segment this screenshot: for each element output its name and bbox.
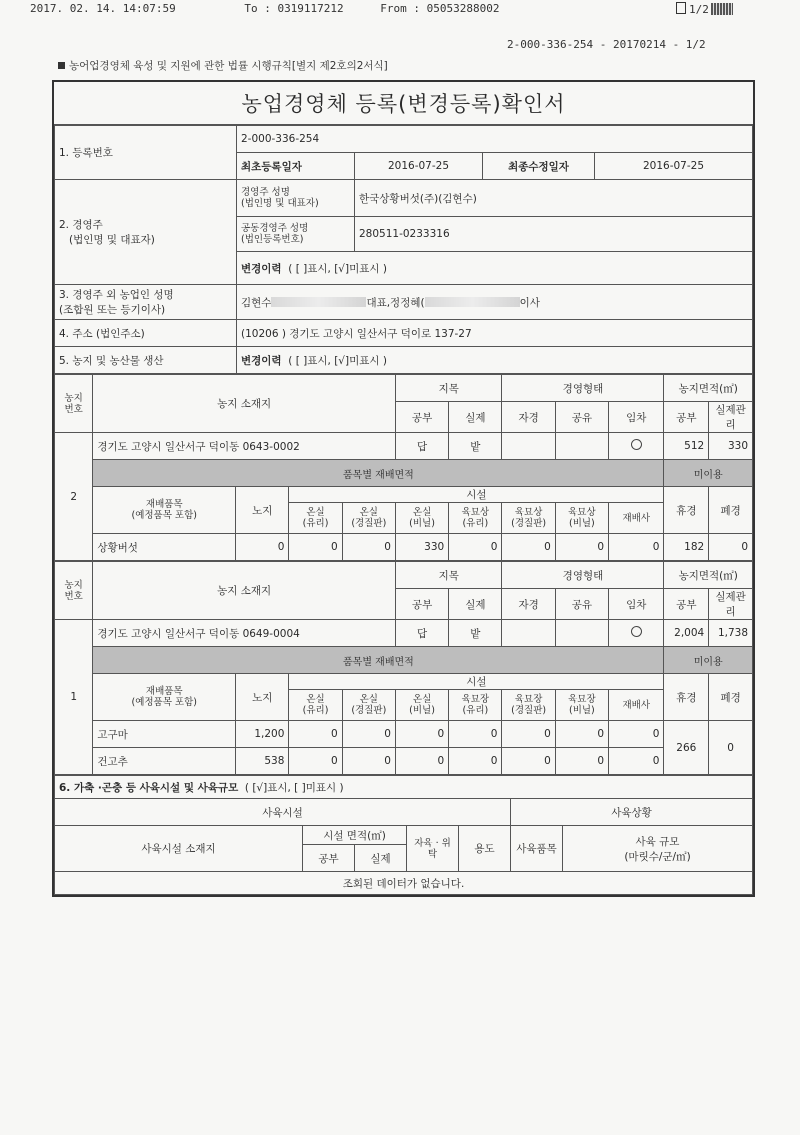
f1-header — [289, 690, 342, 721]
f6-header — [555, 503, 608, 534]
facility-header: 시설 — [289, 674, 664, 690]
coowner-label-line1: 공동경영주 성명 — [241, 223, 309, 234]
fax-from: From : 05053288002 — [380, 2, 500, 15]
coowner-label — [237, 217, 355, 252]
facility-group-header: 사육시설 — [55, 799, 511, 826]
land-no-header-1: 농지 — [64, 392, 83, 404]
first-date-label: 최초등록일자 — [237, 153, 355, 180]
form-title: 농업경영체 등록(변경등록)확인서 — [54, 82, 753, 125]
f4-header — [449, 690, 502, 721]
f4-header-2: (유리) — [462, 705, 489, 716]
f4-header — [449, 503, 502, 534]
last-date: 2016-07-25 — [595, 153, 753, 180]
s4-label: 4. 주소 (법인주소) — [55, 320, 237, 347]
crop-noji: 538 — [236, 748, 289, 775]
sections-1-5 — [54, 125, 753, 374]
form-reference-text: 농어업경영체 육성 및 지원에 관한 법률 시행규칙[별지 제2호의2서식] — [69, 60, 388, 72]
f6-header-2: (비닐) — [568, 518, 595, 529]
fax-header — [30, 2, 500, 15]
imcha-cell — [609, 620, 664, 647]
jimok-gongbu: 답 — [395, 433, 448, 460]
crop-f5: 0 — [502, 534, 555, 561]
hyu-header: 휴경 — [664, 487, 709, 534]
f2-header — [342, 503, 395, 534]
owner-name-label-line2: (법인명 및 대표자) — [241, 198, 319, 209]
location-header: 농지 소재지 — [93, 375, 396, 433]
owner-name-label-line1: 경영주 성명 — [241, 187, 290, 198]
document-number: 2-000-336-254 - 20170214 - 1/2 — [507, 38, 706, 51]
crop-f5: 0 — [502, 721, 555, 748]
jimok-silje: 밭 — [449, 433, 502, 460]
first-date: 2016-07-25 — [355, 153, 483, 180]
no-data-message: 조회된 데이터가 없습니다. — [55, 872, 753, 895]
noji-header: 노지 — [236, 487, 289, 534]
land-no: 2 — [55, 433, 93, 561]
f6-header — [555, 690, 608, 721]
crop-f6: 0 — [555, 748, 608, 775]
f2-header-2: (경질판) — [351, 705, 387, 716]
s1-label: 1. 등록번호 — [55, 126, 237, 180]
f1-header — [289, 503, 342, 534]
crop-hyu: 266 — [664, 721, 709, 775]
crop-f4: 0 — [449, 721, 502, 748]
crop-f1: 0 — [289, 534, 342, 561]
gongyu-header: 공유 — [555, 589, 608, 620]
jagyeong-cell — [502, 433, 555, 460]
square-bullet-icon — [58, 62, 65, 69]
f7-header: 재배사 — [609, 503, 664, 534]
land-no-header-2: 번호 — [64, 590, 83, 602]
corp-reg-number: 280511-0233316 — [355, 217, 753, 252]
owner-name-label — [237, 180, 355, 217]
crop-f3: 0 — [395, 748, 448, 775]
noji-header: 노지 — [236, 674, 289, 721]
status-group-header: 사육상황 — [511, 799, 753, 826]
s6-header — [55, 776, 753, 799]
crop-f7: 0 — [609, 748, 664, 775]
crop-name: 상황버섯 — [93, 534, 236, 561]
land-block-1 — [54, 561, 753, 775]
area-silje-header: 실제관리 — [709, 402, 753, 433]
f1-header-2: (유리) — [302, 518, 329, 529]
f1-header-1: 온실 — [306, 507, 325, 518]
area-silje: 1,738 — [709, 620, 753, 647]
jagyeong-cell — [502, 620, 555, 647]
f6-header-2: (비닐) — [568, 705, 595, 716]
s6-label: 6. 가축 ·곤충 등 사육시설 및 사육규모 — [59, 781, 239, 794]
form-reference — [58, 58, 388, 73]
f4-header-1: 육묘장 — [461, 694, 490, 705]
s2-label-line2: (법인명 및 대표자) — [69, 234, 155, 246]
fax-page-number: 1/2 — [689, 3, 709, 16]
land-no: 1 — [55, 620, 93, 775]
f5-header-1: 육묘장 — [514, 694, 543, 705]
crop-area-band: 품목별 재배면적 — [93, 647, 664, 674]
section-6 — [54, 775, 753, 895]
crop-f1: 0 — [289, 721, 342, 748]
jagyeong-header: 자경 — [502, 402, 555, 433]
crop-item-header-1: 재배품목 — [145, 499, 183, 510]
imcha-header: 임차 — [609, 589, 664, 620]
jimok-silje-header: 실제 — [449, 589, 502, 620]
crop-f3: 0 — [395, 721, 448, 748]
f7-header: 재배사 — [609, 690, 664, 721]
imcha-cell — [609, 433, 664, 460]
farmers — [237, 285, 753, 320]
land-no-header — [55, 375, 93, 433]
f2-header-2: (경질판) — [351, 518, 387, 529]
crop-f4: 0 — [449, 534, 502, 561]
crop-item-header — [93, 487, 236, 534]
jimok-silje-header: 실제 — [449, 402, 502, 433]
owner-name: 한국상황버섯(주)(김현수) — [355, 180, 753, 217]
crop-item-header-1: 재배품목 — [145, 686, 183, 697]
farmer-name: 김현수 — [241, 296, 272, 309]
f2-header-1: 온실 — [359, 507, 378, 518]
f3-header — [395, 690, 448, 721]
gongyu-header: 공유 — [555, 402, 608, 433]
crop-f2: 0 — [342, 534, 395, 561]
facility-location-header: 사육시설 소재지 — [55, 826, 303, 872]
area-header: 농지면적(㎡) — [664, 375, 753, 402]
jimok-gongbu: 답 — [395, 620, 448, 647]
crop-item-header — [93, 674, 236, 721]
fax-to: To : 0319117212 — [244, 2, 344, 15]
f3-header-1: 온실 — [412, 694, 432, 705]
fax-datetime: 2017. 02. 14. 14:07:59 — [30, 2, 176, 15]
hyu-header: 휴경 — [664, 674, 709, 721]
pye-header: 폐경 — [709, 674, 753, 721]
f4-header-1: 육묘상 — [461, 507, 490, 518]
area-header: 농지면적(㎡) — [664, 562, 753, 589]
barcode-icon — [711, 3, 733, 15]
area-gongbu-header: 공부 — [664, 402, 709, 433]
gongyu-cell — [555, 433, 608, 460]
gongyu-cell — [555, 620, 608, 647]
scale-header-1: 사육 규모 — [635, 835, 680, 848]
f1-header-2: (유리) — [302, 705, 329, 716]
f5-header-2: (경질판) — [511, 705, 547, 716]
crop-f6: 0 — [555, 534, 608, 561]
crop-f2: 0 — [342, 748, 395, 775]
circle-mark-icon — [631, 626, 642, 637]
certificate-form — [52, 80, 755, 897]
facility-area-header: 시설 면적(㎡) — [303, 826, 407, 845]
crop-f5: 0 — [502, 748, 555, 775]
crop-pye: 0 — [709, 534, 753, 561]
f5-header-1: 육묘상 — [514, 507, 543, 518]
redacted-block — [271, 297, 366, 307]
f6-header-1: 육묘장 — [568, 694, 596, 705]
crop-f7: 0 — [609, 534, 664, 561]
crop-f6: 0 — [555, 721, 608, 748]
crop-f3: 330 — [395, 534, 448, 561]
area-gongbu: 512 — [664, 433, 709, 460]
crop-name: 고구마 — [93, 721, 236, 748]
unused-band: 미이용 — [664, 647, 753, 674]
mgmt-header: 경영형태 — [502, 375, 664, 402]
s3-label-line1: 3. 경영주 외 농업인 성명 — [59, 289, 174, 301]
crop-noji: 1,200 — [236, 721, 289, 748]
title-table — [54, 82, 753, 125]
f5-header-2: (경질판) — [511, 518, 547, 529]
f1-header-1: 온실 — [306, 694, 325, 705]
facility-header: 시설 — [289, 487, 664, 503]
coowner-label-line2: (법인등록번호) — [241, 234, 304, 245]
crop-f4: 0 — [449, 748, 502, 775]
crop-pye: 0 — [709, 721, 753, 775]
area-silje-header: 실제관리 — [709, 589, 753, 620]
f3-header-2: (비닐) — [409, 518, 435, 529]
crop-f7: 0 — [609, 721, 664, 748]
crop-hyu: 182 — [664, 534, 709, 561]
facility-gongbu-header: 공부 — [303, 845, 355, 872]
f3-header-2: (비닐) — [409, 705, 435, 716]
crop-f1: 0 — [289, 748, 342, 775]
f5-header — [502, 690, 555, 721]
area-gongbu-header: 공부 — [664, 589, 709, 620]
s3-label-line2: (조합원 또는 등기이사) — [59, 304, 166, 316]
crop-noji: 0 — [236, 534, 289, 561]
imcha-header: 임차 — [609, 402, 664, 433]
farmer-role: 대표,정정혜( — [366, 296, 425, 309]
crop-item-header-2: (예정품목 포함) — [131, 697, 197, 708]
s5-change-history — [237, 347, 753, 374]
s5-label: 5. 농지 및 농산물 생산 — [55, 347, 237, 374]
jimok-silje: 밭 — [449, 620, 502, 647]
jimok-gongbu-header: 공부 — [395, 589, 448, 620]
s5-change-options: ( [ ]표시, [√]미표시 ) — [288, 354, 387, 367]
location-header: 농지 소재지 — [93, 562, 396, 620]
reg-number: 2-000-336-254 — [237, 126, 753, 153]
page-icon — [676, 2, 686, 14]
pye-header: 폐경 — [709, 487, 753, 534]
land-no-header — [55, 562, 93, 620]
land-no-header-2: 번호 — [64, 403, 83, 415]
area-gongbu: 2,004 — [664, 620, 709, 647]
s2-change-label: 변경이력 — [241, 262, 282, 275]
crop-name: 건고추 — [93, 748, 236, 775]
jagyeong-header: 자경 — [502, 589, 555, 620]
s3-label — [55, 285, 237, 320]
jimok-header: 지목 — [395, 562, 502, 589]
s2-label — [55, 180, 237, 285]
scale-header — [563, 826, 753, 872]
s2-change-history — [237, 252, 753, 285]
land-block-2 — [54, 374, 753, 561]
land-no-header-1: 농지 — [64, 579, 83, 591]
item-header: 사육품목 — [511, 826, 563, 872]
s2-label-line1: 2. 경영주 — [59, 219, 103, 231]
farmer-role-2: 이사 — [519, 296, 540, 309]
crop-area-band: 품목별 재배면적 — [93, 460, 664, 487]
jayuk-header: 자육 · 위탁 — [407, 826, 459, 872]
f2-header — [342, 690, 395, 721]
jimok-header: 지목 — [395, 375, 502, 402]
area-silje: 330 — [709, 433, 753, 460]
f4-header-2: (유리) — [462, 518, 489, 529]
crop-f2: 0 — [342, 721, 395, 748]
s2-change-options: ( [ ]표시, [√]미표시 ) — [288, 262, 387, 275]
land-location: 경기도 고양시 일산서구 덕이동 0643-0002 — [93, 433, 396, 460]
scale-header-2: (마릿수/군/㎡) — [624, 850, 691, 863]
last-date-label: 최종수정일자 — [483, 153, 595, 180]
f5-header — [502, 503, 555, 534]
s5-change-label: 변경이력 — [241, 354, 282, 367]
s6-options: ( [√]표시, [ ]미표시 ) — [244, 781, 344, 794]
unused-band: 미이용 — [664, 460, 753, 487]
f6-header-1: 육묘상 — [568, 507, 596, 518]
land-location: 경기도 고양시 일산서구 덕이동 0649-0004 — [93, 620, 396, 647]
f3-header-1: 온실 — [412, 507, 432, 518]
jimok-gongbu-header: 공부 — [395, 402, 448, 433]
crop-item-header-2: (예정품목 포함) — [131, 510, 197, 521]
circle-mark-icon — [631, 439, 642, 450]
redacted-block — [425, 297, 520, 307]
facility-silje-header: 실제 — [355, 845, 407, 872]
yongdo-header: 용도 — [459, 826, 511, 872]
fax-page — [676, 2, 733, 16]
f2-header-1: 온실 — [359, 694, 378, 705]
f3-header — [395, 503, 448, 534]
mgmt-header: 경영형태 — [502, 562, 664, 589]
address: (10206 ) 경기도 고양시 일산서구 덕이로 137-27 — [237, 320, 753, 347]
